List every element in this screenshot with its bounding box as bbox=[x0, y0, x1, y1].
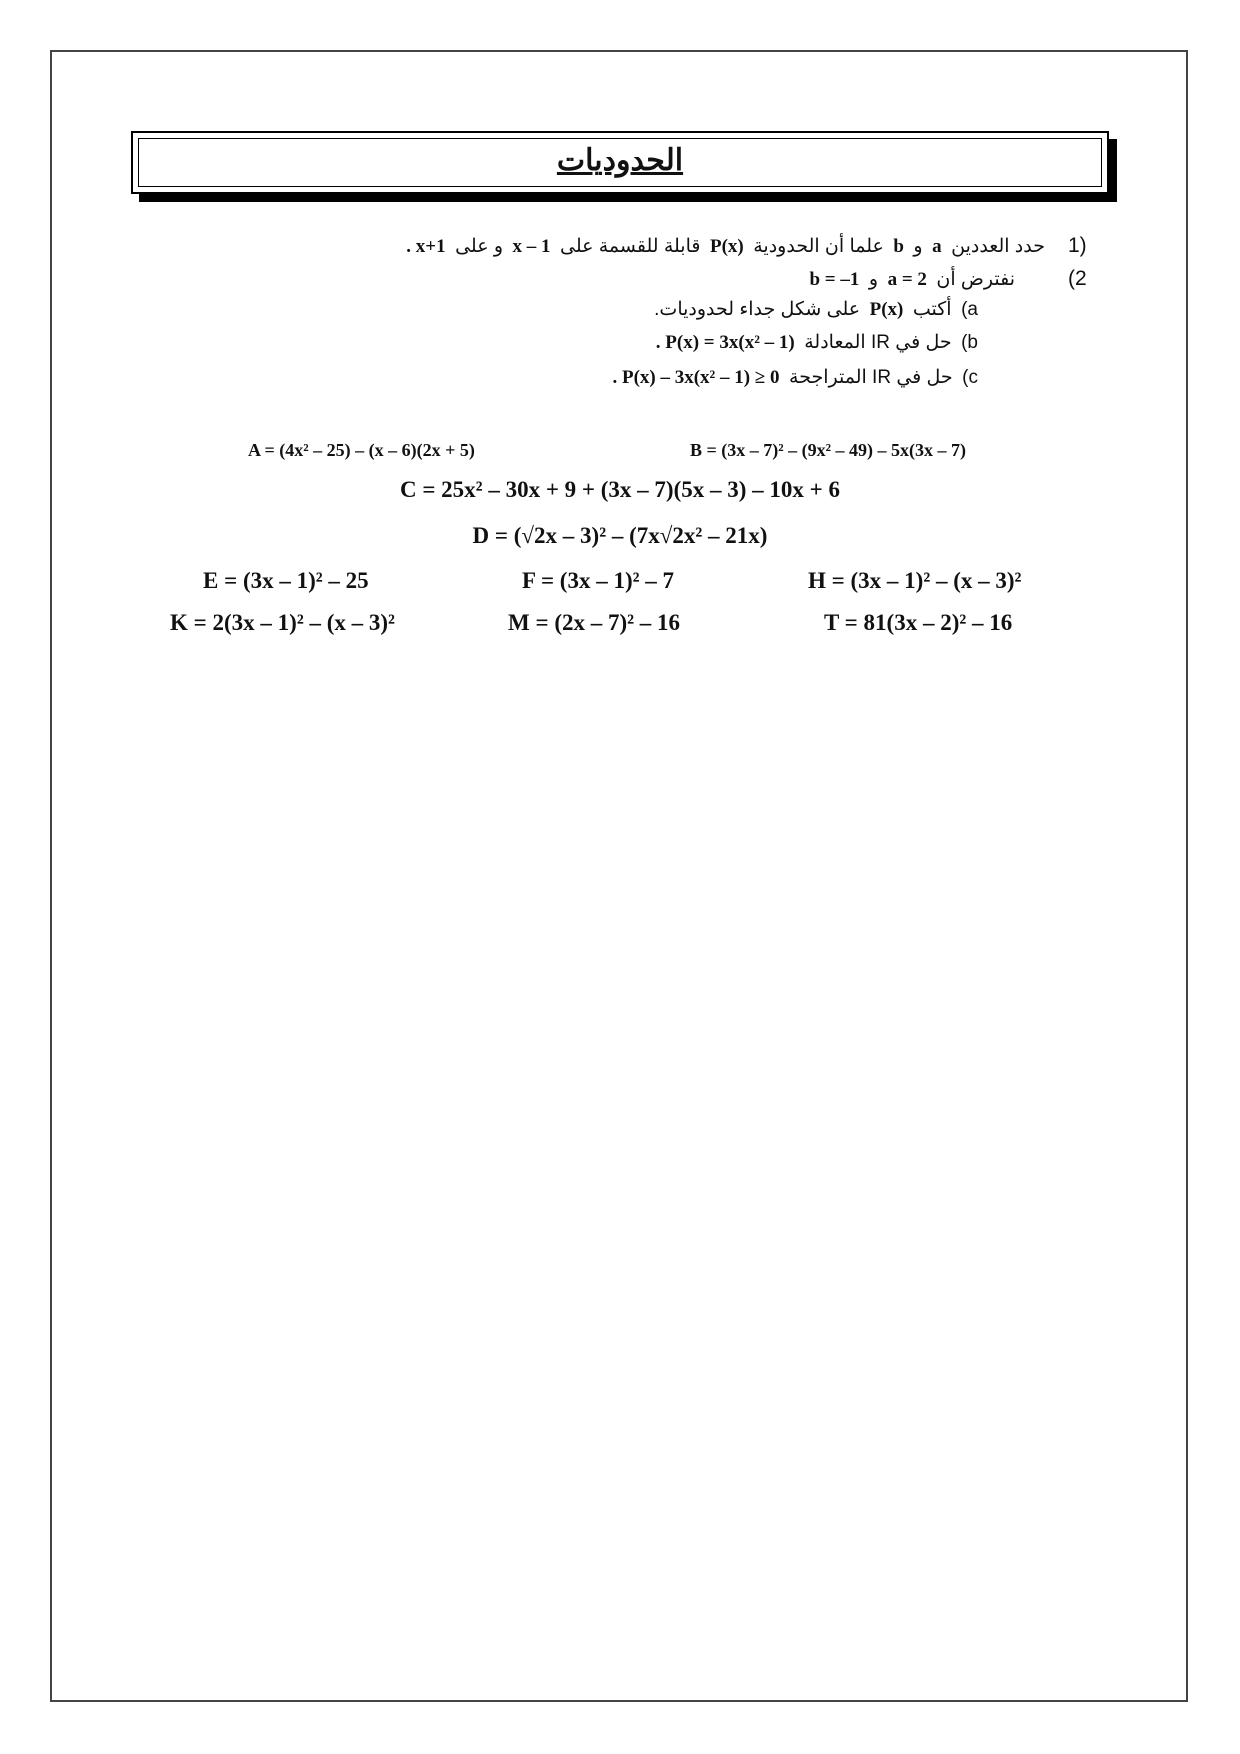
question-1-text bbox=[406, 235, 1045, 258]
expression-m: M = (2x – 7)² – 16 bbox=[508, 610, 681, 635]
q2-conj: و bbox=[868, 269, 879, 290]
item-c-post: . bbox=[612, 367, 618, 388]
q1-divisor-2: x+1 bbox=[415, 236, 446, 257]
question-2-text bbox=[809, 268, 1015, 291]
item-b-math: P(x) = 3x(x² – 1) bbox=[665, 332, 795, 353]
page-border bbox=[50, 50, 1188, 1702]
item-c-label: c) bbox=[962, 367, 978, 388]
expression-f: F = (3x – 1)² – 7 bbox=[522, 568, 675, 593]
q2-text: نفترض أن bbox=[936, 269, 1015, 290]
expression-d: D = (√2x – 3)² – (7x√2x² – 21x) bbox=[472, 523, 768, 548]
expression-k: K = 2(3x – 1)² – (x – 3)² bbox=[170, 610, 395, 635]
expression-c: C = 25x² – 30x + 9 + (3x – 7)(5x – 3) – 10x + 6 bbox=[399, 477, 841, 502]
q1-poly: P(x) bbox=[709, 236, 744, 257]
page-title: الحدوديات bbox=[556, 144, 684, 177]
title-box bbox=[131, 131, 1109, 194]
expression-h: H = (3x – 1)² – (x – 3)² bbox=[808, 568, 1022, 593]
item-c-math: P(x) – 3x(x² – 1) ≥ 0 bbox=[621, 367, 780, 388]
title-inner-frame bbox=[138, 138, 1102, 187]
q2-b-value: b = –1 bbox=[809, 269, 860, 290]
q1-text-b: علما أن الحدودية bbox=[753, 236, 884, 257]
q1-divisor-1: x – 1 bbox=[512, 236, 551, 257]
expression-b: B = (3x – 7)² – (9x² – 49) – 5x(3x – 7) bbox=[690, 440, 967, 460]
item-b-pre: حل في IR المعادلة bbox=[804, 332, 952, 353]
question-2-number: (2 bbox=[1068, 267, 1087, 290]
item-a-pre: أكتب bbox=[912, 299, 952, 320]
q1-conj-1: و bbox=[913, 236, 923, 257]
q2-item-a bbox=[654, 298, 978, 321]
item-b-label: b) bbox=[961, 332, 978, 353]
q1-var-a: a bbox=[932, 236, 942, 257]
q1-var-b: b bbox=[893, 236, 904, 257]
question-1-number: 1) bbox=[1068, 234, 1087, 257]
q1-end: . bbox=[406, 236, 411, 257]
item-b-post: . bbox=[655, 332, 661, 353]
expression-t: T = 81(3x – 2)² – 16 bbox=[824, 610, 1013, 635]
item-c-pre: حل في IR المتراجحة bbox=[789, 367, 953, 388]
q1-conj-2: و على bbox=[455, 236, 503, 257]
item-a-math: P(x) bbox=[869, 299, 904, 320]
q2-item-c bbox=[612, 366, 978, 389]
q2-item-b bbox=[656, 331, 978, 354]
expression-a: A = (4x² – 25) – (x – 6)(2x + 5) bbox=[248, 440, 475, 460]
item-a-label: a) bbox=[961, 299, 978, 320]
item-a-post: على شكل جداء لحدوديات. bbox=[654, 299, 861, 320]
q1-text-a: حدد العددين bbox=[951, 236, 1045, 257]
q2-a-value: a = 2 bbox=[887, 269, 927, 290]
q1-text-c: قابلة للقسمة على bbox=[560, 236, 701, 257]
expression-e: E = (3x – 1)² – 25 bbox=[203, 568, 369, 593]
